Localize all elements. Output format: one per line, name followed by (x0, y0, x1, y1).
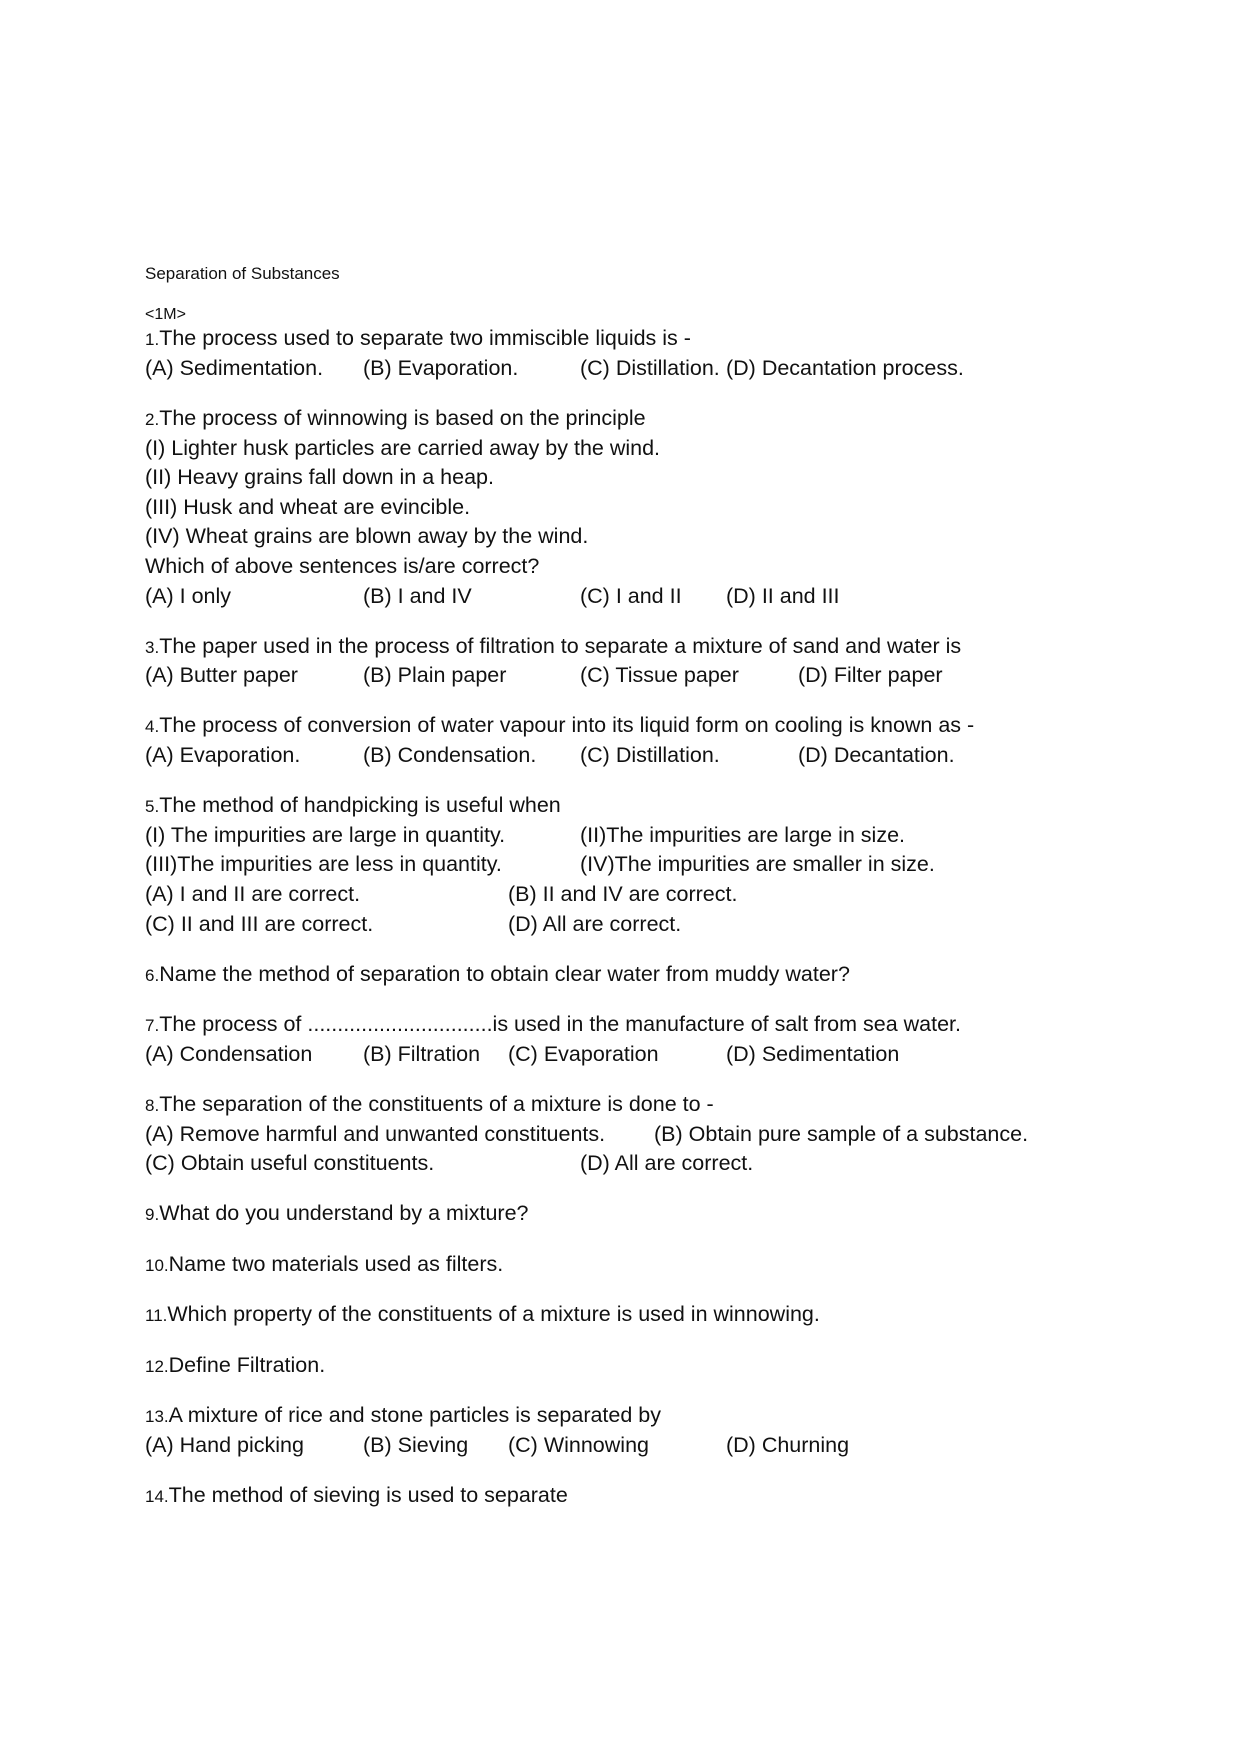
question-number: 5. (145, 797, 160, 816)
question-number: 8. (145, 1096, 160, 1115)
question-number: 2. (145, 410, 160, 429)
q2-statement-4: (IV) Wheat grains are blown away by the wind. (145, 524, 589, 548)
q5-option-d: (D) All are correct. (508, 912, 682, 936)
q8-option-b: (B) Obtain pure sample of a substance. (654, 1122, 1029, 1146)
q5-option-c: (C) II and III are correct. (145, 912, 374, 936)
marks-tag: <1M> (145, 306, 186, 323)
question-3 (145, 633, 961, 661)
q1-option-a: (A) Sedimentation. (145, 356, 324, 380)
question-text: The process used to separate two immiscible liquids is - (159, 326, 691, 350)
question-text: The process of winnowing is based on the principle (159, 406, 646, 430)
question-4 (145, 712, 974, 740)
q2-statement-1: (I) Lighter husk particles are carried away by the wind. (145, 436, 661, 460)
q2-statement-3: (III) Husk and wheat are evincible. (145, 495, 471, 519)
q3-option-b: (B) Plain paper (363, 663, 507, 687)
question-text: The method of sieving is used to separate (168, 1483, 568, 1507)
question-number: 12. (145, 1357, 169, 1376)
question-text: Name two materials used as filters. (168, 1252, 504, 1276)
question-number: 11. (145, 1306, 168, 1325)
q4-option-d: (D) Decantation. (798, 743, 955, 767)
question-number: 1. (145, 330, 160, 349)
q5-statement-1: (I) The impurities are large in quantity. (145, 823, 506, 847)
question-1 (145, 325, 691, 353)
question-text: The method of handpicking is useful when (159, 793, 561, 817)
q4-option-c: (C) Distillation. (580, 743, 720, 767)
q7-option-a: (A) Condensation (145, 1042, 313, 1066)
q13-option-d: (D) Churning (726, 1433, 850, 1457)
question-number: 4. (145, 717, 160, 736)
q1-option-b: (B) Evaporation. (363, 356, 519, 380)
question-text: The process of ...............................is used in the manufacture of salt from sea water. (159, 1012, 961, 1036)
q4-option-a: (A) Evaporation. (145, 743, 301, 767)
question-10 (145, 1251, 503, 1279)
question-text: Name the method of separation to obtain clear water from muddy water? (159, 962, 850, 986)
question-12 (145, 1352, 325, 1380)
question-text: The paper used in the process of filtration to separate a mixture of sand and water is (159, 634, 962, 658)
q7-option-b: (B) Filtration (363, 1042, 481, 1066)
question-11 (145, 1301, 820, 1329)
question-8 (145, 1091, 714, 1119)
q2-prompt: Which of above sentences is/are correct? (145, 554, 540, 578)
q2-option-d: (D) II and III (726, 584, 840, 608)
q2-statement-2: (II) Heavy grains fall down in a heap. (145, 465, 494, 489)
q3-option-d: (D) Filter paper (798, 663, 943, 687)
question-2 (145, 405, 646, 433)
question-text: What do you understand by a mixture? (159, 1201, 529, 1225)
q3-option-c: (C) Tissue paper (580, 663, 739, 687)
question-number: 6. (145, 966, 160, 985)
q7-option-c: (C) Evaporation (508, 1042, 659, 1066)
q1-option-d: (D) Decantation process. (726, 356, 964, 380)
q2-option-c: (C) I and II (580, 584, 682, 608)
q5-option-a: (A) I and II are correct. (145, 882, 361, 906)
question-text: A mixture of rice and stone particles is separated by (168, 1403, 661, 1427)
q8-option-d: (D) All are correct. (580, 1151, 754, 1175)
question-13 (145, 1402, 661, 1430)
question-number: 7. (145, 1016, 160, 1035)
question-text: Which property of the constituents of a mixture is used in winnowing. (167, 1302, 820, 1326)
question-5 (145, 792, 561, 820)
q5-statement-4: (IV)The impurities are smaller in size. (580, 852, 935, 876)
question-text: The process of conversion of water vapour into its liquid form on cooling is known as - (159, 713, 975, 737)
q8-option-c: (C) Obtain useful constituents. (145, 1151, 435, 1175)
q5-option-b: (B) II and IV are correct. (508, 882, 738, 906)
page-title: Separation of Substances (145, 264, 340, 283)
question-number: 3. (145, 638, 160, 657)
q5-statement-3: (III)The impurities are less in quantity. (145, 852, 502, 876)
question-14 (145, 1482, 568, 1510)
q8-option-a: (A) Remove harmful and unwanted constituents. (145, 1122, 606, 1146)
question-number: 14. (145, 1487, 169, 1506)
question-6 (145, 961, 850, 989)
q13-option-b: (B) Sieving (363, 1433, 469, 1457)
q7-option-d: (D) Sedimentation (726, 1042, 900, 1066)
q13-option-c: (C) Winnowing (508, 1433, 649, 1457)
question-number: 13. (145, 1407, 169, 1426)
question-text: Define Filtration. (168, 1353, 326, 1377)
q3-option-a: (A) Butter paper (145, 663, 298, 687)
question-9 (145, 1200, 528, 1228)
q2-option-a: (A) I only (145, 584, 232, 608)
question-7 (145, 1011, 961, 1039)
question-number: 10. (145, 1256, 169, 1275)
question-number: 9. (145, 1205, 160, 1224)
q2-option-b: (B) I and IV (363, 584, 472, 608)
q5-statement-2: (II)The impurities are large in size. (580, 823, 905, 847)
question-text: The separation of the constituents of a mixture is done to - (159, 1092, 714, 1116)
q4-option-b: (B) Condensation. (363, 743, 537, 767)
q13-option-a: (A) Hand picking (145, 1433, 304, 1457)
q1-option-c: (C) Distillation. (580, 356, 720, 380)
